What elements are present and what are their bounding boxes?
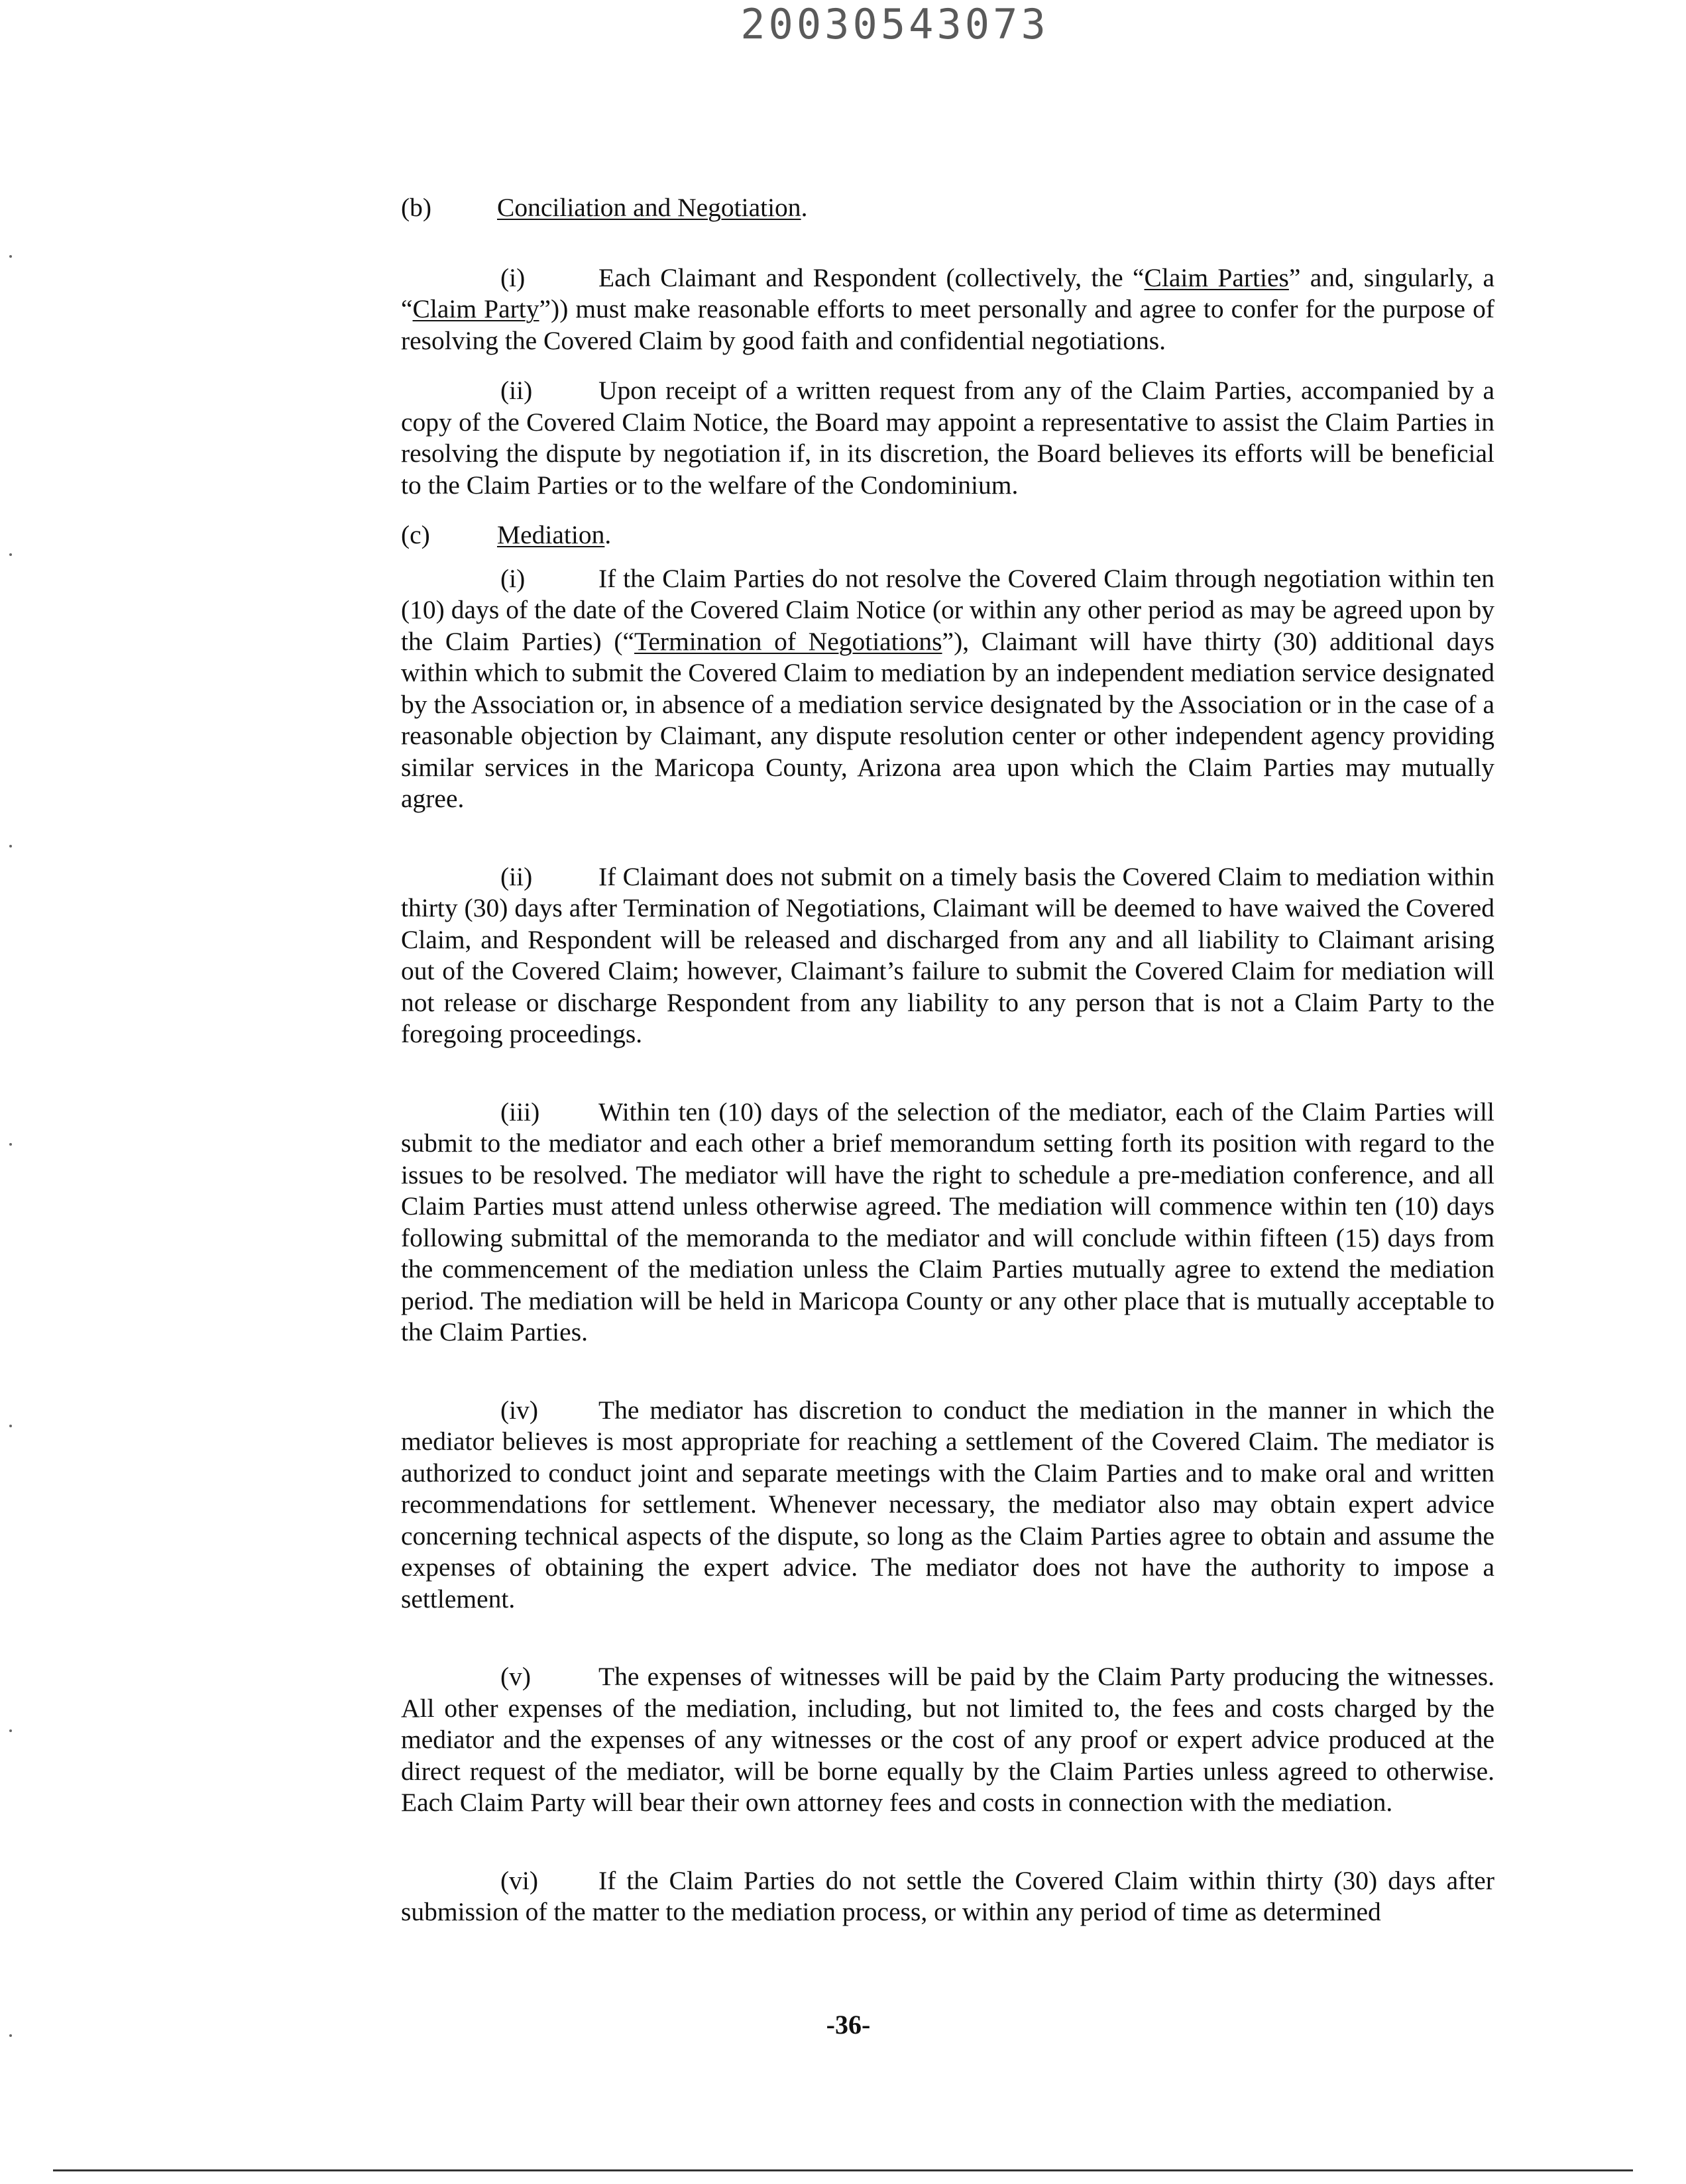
document-body	[401, 192, 1494, 1944]
section-title: Mediation	[497, 520, 605, 549]
section-title: Conciliation and Negotiation	[497, 193, 801, 222]
section-heading-b: (b) Conciliation and Negotiation.	[401, 192, 1494, 224]
paragraph-c-vi: (vi) If the Claim Parties do not settle the Covered Claim within thirty (30) days after submission of the matter to the mediation process, or within any period of time as determined	[401, 1865, 1494, 1926]
paragraph-c-i: (i) If the Claim Parties do not resolve the Covered Claim through negotiation within ten (10) days of the date of the Covered Claim Notice (or within any other period as may be agreed upon by the Claim Parties) (“Termination of Negotiations”), Claimant will have thirty (30) additional days within which to submit the Covered Claim to mediation by an independent mediation service designated by the Association or, in absence of a mediation service designated by the Association or in the case of a reasonable objection by Claimant, any dispute resolution center or other independent agency providing similar services in the Maricopa County, Arizona area upon which the Claim Parties may mutually agree.	[401, 563, 1495, 813]
document-id-stamp: 20030543073	[740, 0, 1049, 48]
paragraph-c-ii: (ii) If Claimant does not submit on a timely basis the Covered Claim to mediation within thirty (30) days after Termination of Negotiations, Claimant will be deemed to have waived the Covered Claim, and Respondent will be released and discharged from any and all liability to Claimant arising out of the Covered Claim; however, Claimant’s failure to submit the Covered Claim for mediation will not release or discharge Respondent from any liability to any person that is not a Claim Party to the foregoing proceedings.	[401, 861, 1494, 1048]
defined-term: Claim Parties	[1144, 262, 1289, 292]
scan-speck	[9, 255, 12, 258]
paragraph-number: (ii)	[500, 861, 533, 891]
defined-term: Claim Party	[412, 294, 539, 323]
section-label: (b)	[401, 193, 432, 222]
scan-speck	[9, 1729, 12, 1732]
defined-term: Termination of Negotiations	[634, 626, 942, 656]
paragraph-c-iii: (iii) Within ten (10) days of the selection of the mediator, each of the Claim Parties will submit to the mediator and each other a brief memorandum setting forth its position with regard to the issues to be resolved. The mediator will have the right to schedule a pre-mediation conference, and all Claim Parties must attend unless otherwise agreed. The mediation will commence within ten (10) days following submittal of the memoranda to the mediator and will conclude within fifteen (15) days from the commencement of the mediation unless the Claim Parties mutually agree to extend the mediation period. The mediation will be held in Maricopa County or any other place that is mutually acceptable to the Claim Parties.	[401, 1097, 1494, 1346]
paragraph-number: (i)	[500, 563, 526, 593]
scan-speck	[9, 845, 12, 847]
paragraph-b-ii: (ii) Upon receipt of a written request from any of the Claim Parties, accompanied by a copy of the Covered Claim Notice, the Board may appoint a representative to assist the Claim Parties in resolving the dispute by negotiation if, in its discretion, the Board believes its efforts will be beneficial to the Claim Parties or to the welfare of the Condominium.	[401, 376, 1494, 500]
paragraph-number: (v)	[500, 1662, 532, 1691]
paragraph-number: (i)	[500, 262, 526, 292]
scan-speck	[9, 553, 12, 556]
section-heading-c: (c) Mediation.	[401, 519, 1494, 551]
page-number: -36-	[826, 2010, 871, 2040]
paragraph-c-iv: (iv) The mediator has discretion to conduct the mediation in the manner in which the mediator believes is most appropriate for reaching a settlement of the Covered Claim. The mediator is authorized to conduct joint and separate meetings with the Claim Parties and to make oral and written recommendations for settlement. Whenever necessary, the mediator also may obtain expert advice concerning technical aspects of the dispute, so long as the Claim Parties agree to obtain and assume the expenses of obtaining the expert advice. The mediator does not have the authority to impose a settlement.	[401, 1395, 1494, 1613]
section-label: (c)	[401, 520, 430, 549]
paragraph-number: (iv)	[500, 1395, 539, 1425]
scan-speck	[9, 1425, 12, 1427]
paragraph-c-v: (v) The expenses of witnesses will be paid by the Claim Party producing the witnesses. All other expenses of the mediation, including, but not limited to, the fees and costs charged by the mediator and the expenses of any witnesses or the cost of any proof or expert advice produced at the direct request of the mediator, will be borne equally by the Claim Parties unless agreed to otherwise. Each Claim Party will bear their own attorney fees and costs in connection with the mediation.	[401, 1662, 1494, 1817]
scan-speck	[9, 1143, 12, 1146]
scan-speck	[9, 2034, 12, 2037]
paragraph-number: (iii)	[500, 1097, 540, 1126]
paragraph-number: (ii)	[500, 376, 533, 405]
bottom-rule	[53, 2169, 1633, 2171]
paragraph-number: (vi)	[500, 1865, 539, 1895]
paragraph-b-i: (i) Each Claimant and Respondent (collectively, the “Claim Parties” and, singularly, a “Claim Party”)) must make reasonable efforts to meet personally and agree to confer for the purpose of resolving the Covered Claim by good faith and confidential negotiations.	[401, 262, 1494, 355]
